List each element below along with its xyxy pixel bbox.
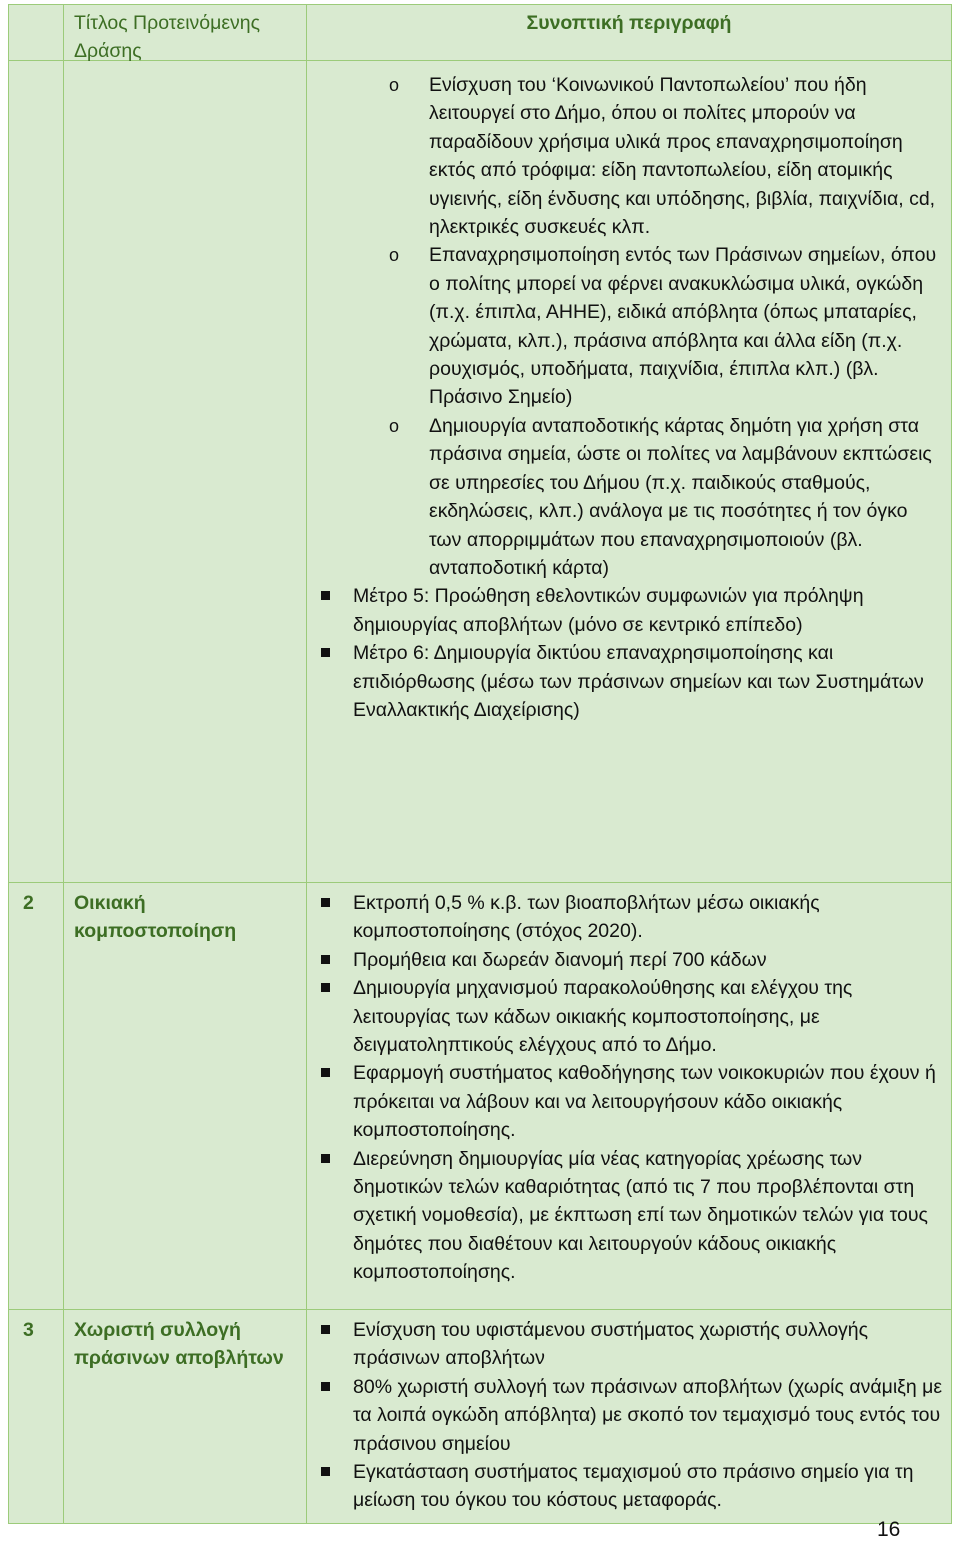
circle-bullet-icon: o — [389, 415, 400, 436]
square-bullet-icon — [321, 648, 330, 657]
square-bullet-icon — [321, 591, 330, 600]
row1-desc-cell — [307, 61, 952, 883]
measure-list — [315, 889, 943, 1287]
header-desc-cell — [307, 5, 952, 61]
row-number: 2 — [23, 892, 34, 914]
table-row — [9, 61, 952, 883]
row2-number-cell — [9, 883, 64, 1310]
header-number-cell — [9, 5, 64, 61]
list-item: Ενίσχυση του υφιστάμενου συστήματος χωριστής συλλογής πράσινων αποβλήτων — [315, 1316, 943, 1373]
header-title-label: Τίτλος Προτεινόμενης Δράσης — [74, 12, 261, 62]
list-item: o Επαναχρησιμοποίηση εντός των Πράσινων σημείων, όπου ο πολίτης μπορεί να φέρνει ανακυκλώσιμα υλικά, ογκώδη (π.χ. έπιπλα, ΑΗΗΕ), ειδικά απόβλητα (όπως μπαταρίες, χρώματα, κλπ.), πράσινα απόβλητα και άλλα είδη (π.χ. ρουχισμός, υποδήματα, παιχνίδια, έπιπλα κλπ.) (βλ. Πράσινο Σημείο) — [315, 241, 943, 411]
square-bullet-icon — [321, 1382, 330, 1391]
row3-desc-cell — [307, 1310, 952, 1524]
list-item: o Ενίσχυση του ‘Κοινωνικού Παντοπωλείου’ που ήδη λειτουργεί στο Δήμο, όπου οι πολίτες μπορούν να παραδίδουν χρήσιμα υλικά προς επαναχρησιμοποίηση εκτός από τρόφιμα: είδη παντοπωλείου, είδη ατομικής υγιεινής, είδη ένδυσης και υπόδησης, βιβλία, παιχνίδια, cd, ηλεκτρικές συσκευές κλπ. — [315, 71, 943, 241]
actions-table — [8, 4, 952, 1524]
row3-title-cell — [64, 1310, 307, 1524]
page-number: 16 — [877, 1518, 901, 1541]
square-bullet-icon — [321, 983, 330, 992]
square-bullet-icon — [321, 1467, 330, 1476]
list-item: Μέτρο 6: Δημιουργία δικτύου επαναχρησιμοποίησης και επιδιόρθωσης (μέσω των πράσινων σημείων και των Συστημάτων Εναλλακτικής Διαχείρισης) — [315, 639, 943, 724]
row3-number-cell — [9, 1310, 64, 1524]
list-item: o Δημιουργία ανταποδοτικής κάρτας δημότη για χρήση στα πράσινα σημεία, ώστε οι πολίτες να λαμβάνουν εκπτώσεις σε υπηρεσίες του Δήμου (π.χ. παιδικούς σταθμούς, εκδηλώσεις, κλπ.) ανάλογα με τις ποσότητες ή τον όγκο των απορριμμάτων που επαναχρησιμοποιούν (βλ. ανταποδοτική κάρτα) — [315, 412, 943, 582]
sub-measure-list — [315, 71, 943, 582]
row1-title-cell — [64, 61, 307, 883]
header-desc-label: Συνοπτική περιγραφή — [526, 12, 732, 34]
square-bullet-icon — [321, 898, 330, 907]
list-item: Εφαρμογή συστήματος καθοδήγησης των νοικοκυριών που έχουν ή πρόκειται να λάβουν και να λειτουργήσουν κάδο οικιακής κομποστοποίησης. — [315, 1059, 943, 1144]
square-bullet-icon — [321, 1325, 330, 1334]
list-item: Εγκατάσταση συστήματος τεμαχισμού στο πράσινο σημείο για τη μείωση του όγκου του κόστους μεταφοράς. — [315, 1458, 943, 1515]
list-item: 80% χωριστή συλλογή των πράσινων αποβλήτων (χωρίς ανάμιξη με τα λοιπά ογκώδη απόβλητα) με σκοπό τον τεμαχισμό τους εντός του πράσινου σημείου — [315, 1373, 943, 1458]
list-item: Εκτροπή 0,5 % κ.β. των βιοαποβλήτων μέσω οικιακής κομποστοποίησης (στόχος 2020). — [315, 889, 943, 946]
list-item: Προμήθεια και δωρεάν διανομή περί 700 κάδων — [315, 946, 943, 974]
square-bullet-icon — [321, 1068, 330, 1077]
circle-bullet-icon: o — [389, 245, 400, 266]
row1-number-cell — [9, 61, 64, 883]
row-number: 3 — [23, 1319, 34, 1341]
header-title-cell — [64, 5, 307, 61]
action-title: Οικιακή κομποστοποίηση — [74, 892, 237, 942]
measure-list — [315, 582, 943, 724]
square-bullet-icon — [321, 955, 330, 964]
table-row — [9, 1310, 952, 1524]
circle-bullet-icon: o — [389, 75, 400, 95]
table-row — [9, 883, 952, 1310]
list-item: Διερεύνηση δημιουργίας μία νέας κατηγορίας χρέωσης των δημοτικών τελών καθαριότητας (από τις 7 που προβλέπονται στη σχετική νομοθεσία), με έκπτωση επί των δημοτικών τελών για τους δημότες που διαθέτουν και λειτουργούν κάδους οικιακής κομποστοποίησης. — [315, 1145, 943, 1287]
measure-list — [315, 1316, 943, 1515]
list-item: Μέτρο 5: Προώθηση εθελοντικών συμφωνιών για πρόληψη δημιουργίας αποβλήτων (μόνο σε κεντρικό επίπεδο) — [315, 582, 943, 639]
square-bullet-icon — [321, 1154, 330, 1163]
row2-desc-cell — [307, 883, 952, 1310]
header-row — [9, 5, 952, 61]
action-title: Χωριστή συλλογή πράσινων αποβλήτων — [74, 1319, 284, 1369]
list-item: Δημιουργία μηχανισμού παρακολούθησης και ελέγχου της λειτουργίας των κάδων οικιακής κομποστοποίησης, με δειγματοληπτικούς ελέγχους από το Δήμο. — [315, 974, 943, 1059]
row2-title-cell — [64, 883, 307, 1310]
